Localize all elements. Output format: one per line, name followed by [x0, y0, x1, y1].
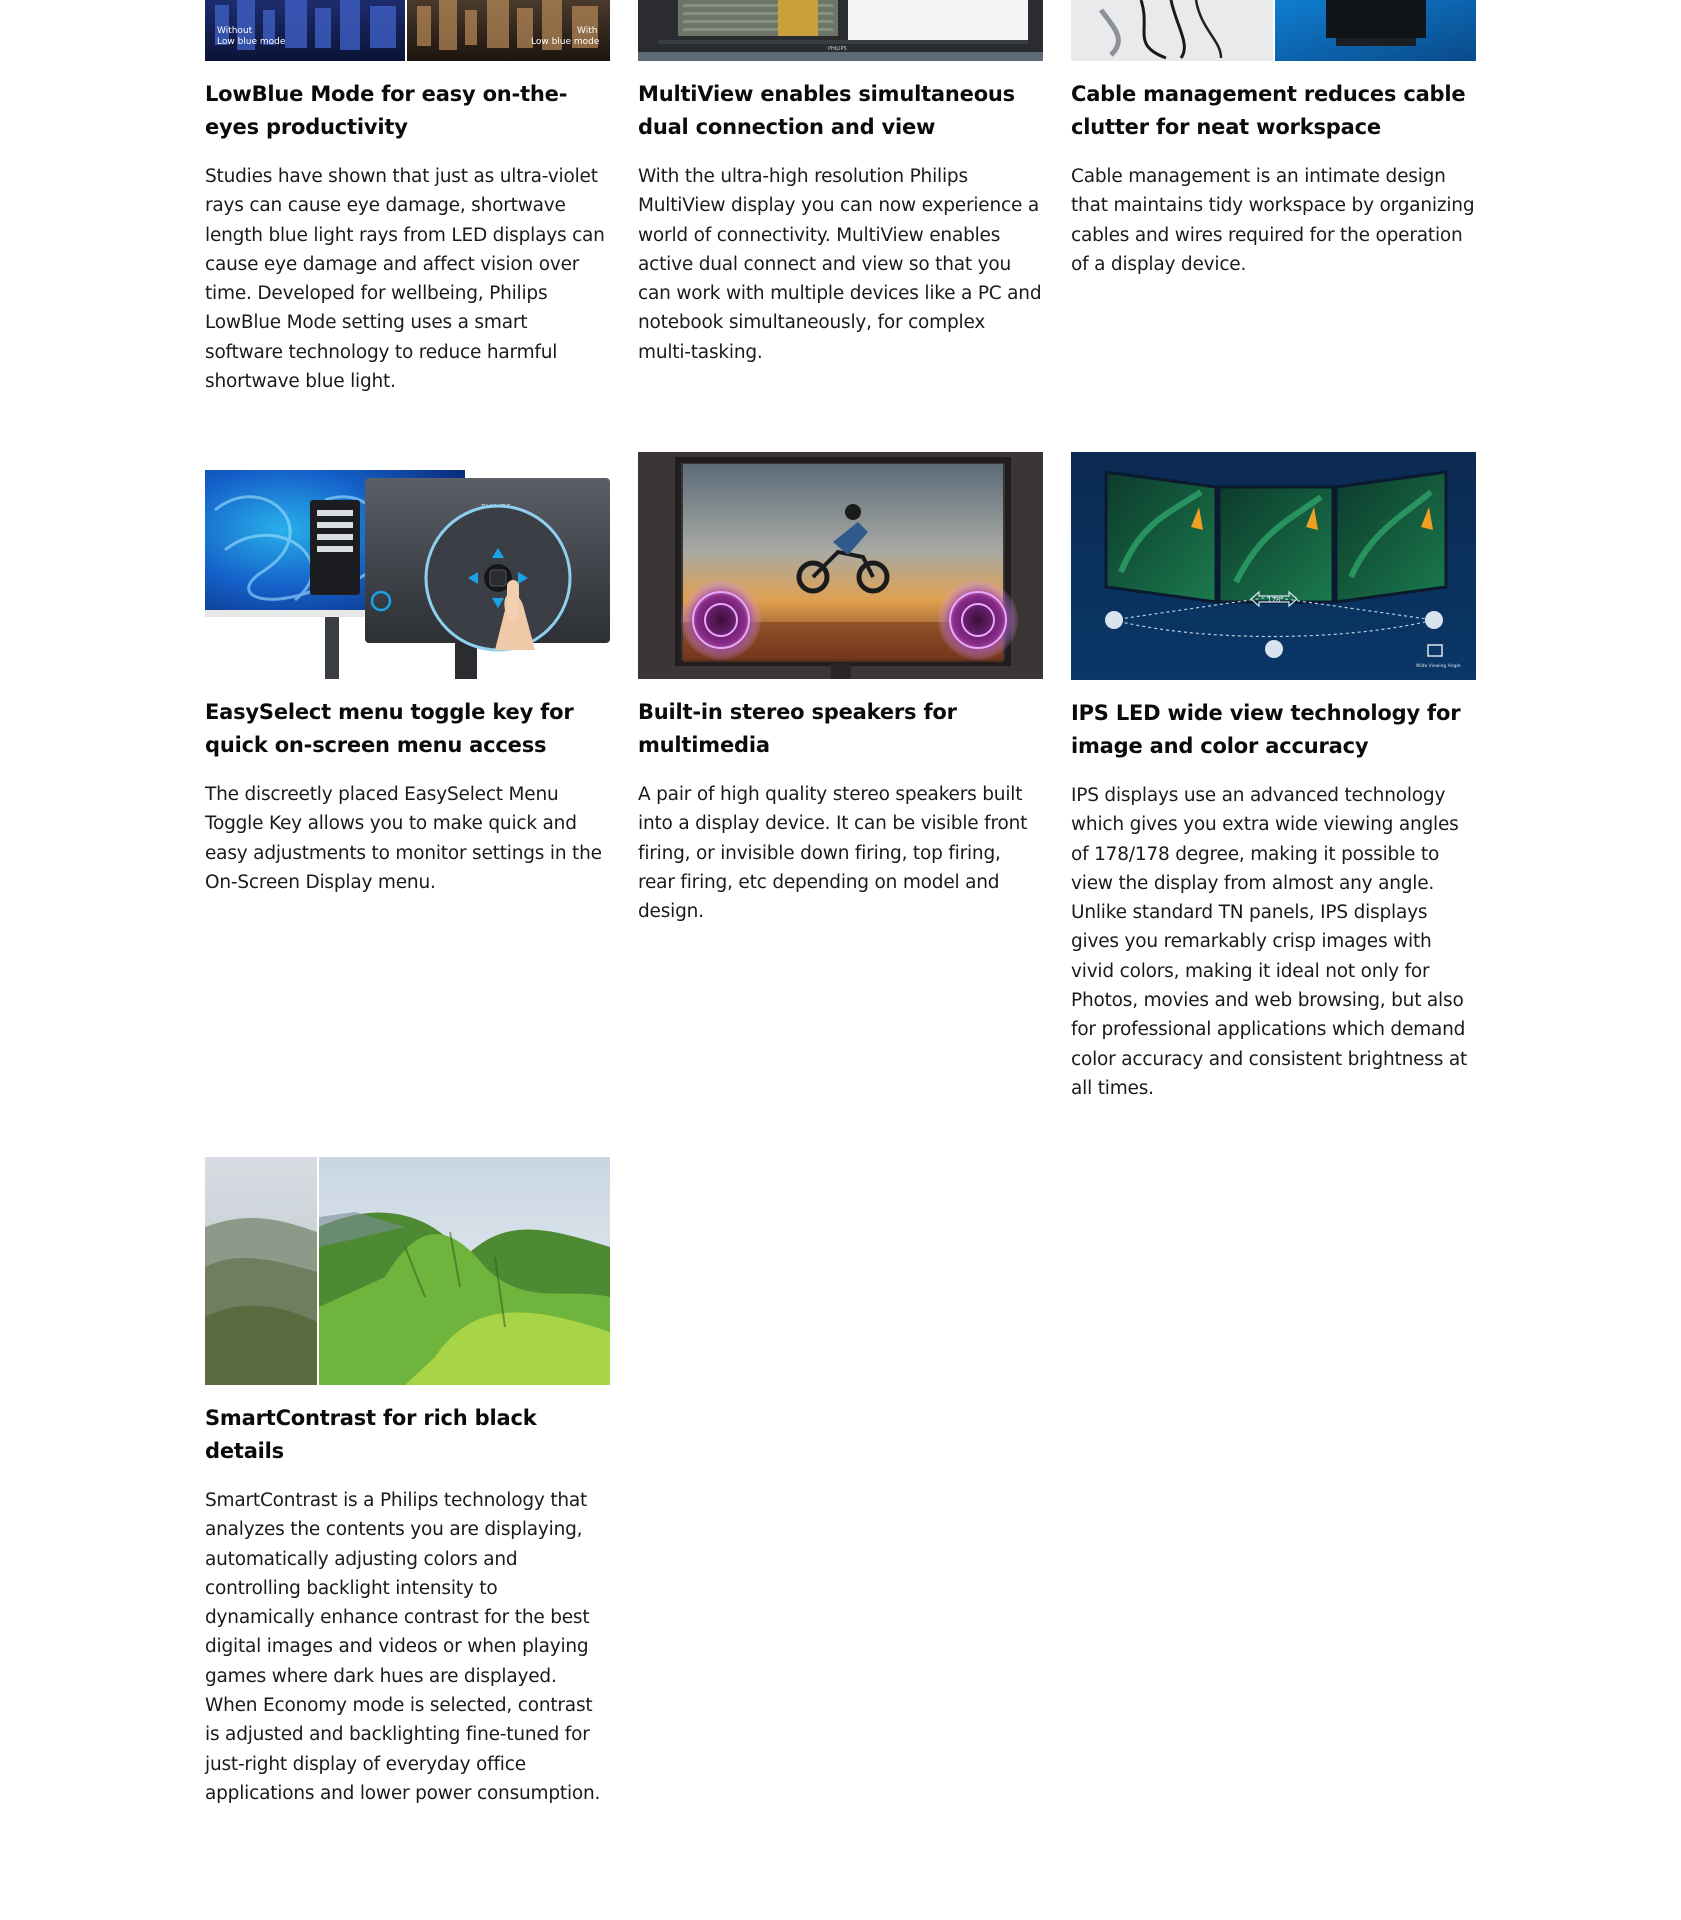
- feature-description: SmartContrast is a Philips technology that analyzes the contents you are displaying, automatically adjusting colors and controlling backlight intensity to dynamically enhance contrast for the best digital images and videos or when playing games where dark hues are displayed. When Economy mode is selected, contrast is adjusted and backlighting fine-tuned for just-right display of everyday office applications and lower power consumption.: [205, 1490, 601, 1804]
- lowblue-without-label: Without: [217, 26, 253, 36]
- ips-angle-label: 178°: [1267, 596, 1284, 604]
- lowblue-with-label: With: [577, 26, 598, 36]
- feature-description: The discreetly placed EasySelect Menu Toggle Key allows you to make quick and easy adjustments to monitor settings in the On-Screen Display menu.: [205, 784, 602, 893]
- feature-description: IPS displays use an advanced technology which gives you extra wide viewing angles of 178/178 degree, making it possible to view the display from almost any angle. Unlike standard TN panels, IPS displays gives you remarkably crisp images with vivid colors, making it ideal not only for Photos, movies and web browsing, but also for professional applications which demand color accuracy and consistent brightness at all times.: [1071, 785, 1468, 1099]
- speakers-image: [638, 452, 1043, 679]
- svg-text:Low blue mode: Low blue mode: [531, 37, 600, 47]
- feature-description: With the ultra-high resolution Philips MultiView display you can now experience a world of connectivity. MultiView enables active dual connect and view so that you can work with multiple devices like a PC and notebook simultaneously, for complex multi-tasking.: [638, 166, 1042, 363]
- feature-title: EasySelect menu toggle key for quick on-screen menu access: [205, 700, 574, 757]
- easyselect-image: [205, 470, 610, 679]
- multiview-brand: PHILIPS: [828, 46, 847, 52]
- feature-card-easyselect: [205, 470, 610, 897]
- feature-card-speakers: [638, 452, 1043, 926]
- feature-card-cable: [1071, 0, 1476, 279]
- feature-description: Studies have shown that just as ultra-violet rays can cause eye damage, shortwave length blue light rays from LED displays can cause eye damage and affect vision over time. Developed for wellbeing, Philips LowBlue Mode setting uses a smart software technology to reduce harmful shortwave blue light.: [205, 166, 605, 393]
- feature-card-multiview: [638, 0, 1043, 367]
- smartcontrast-image: [205, 1157, 610, 1385]
- feature-title: Cable management reduces cable clutter for neat workspace: [1071, 82, 1466, 139]
- feature-title: Built-in stereo speakers for multimedia: [638, 700, 957, 757]
- svg-text:Low blue mode: Low blue mode: [217, 37, 286, 47]
- feature-card-ips: [1071, 452, 1476, 1103]
- ips-image: [1071, 452, 1476, 680]
- feature-card-lowblue: [205, 0, 610, 396]
- feature-description: A pair of high quality stereo speakers built into a display device. It can be visible front firing, or invisible down firing, top firing, rear firing, etc depending on model and design.: [638, 784, 1028, 923]
- lowblue-image: [205, 0, 610, 61]
- feature-title: IPS LED wide view technology for image and color accuracy: [1071, 701, 1461, 758]
- multiview-image: [638, 0, 1043, 61]
- feature-description: Cable management is an intimate design that maintains tidy workspace by organizing cables and wires required for the operation of a display device.: [1071, 166, 1475, 275]
- feature-title: LowBlue Mode for easy on-the-eyes productivity: [205, 82, 568, 139]
- ips-caption: Wide Viewing Angle: [1416, 664, 1461, 669]
- feature-card-smartcontrast: [205, 1157, 610, 1808]
- cable-image: [1071, 0, 1476, 61]
- feature-title: MultiView enables simultaneous dual connection and view: [638, 82, 1015, 139]
- feature-title: SmartContrast for rich black details: [205, 1406, 537, 1463]
